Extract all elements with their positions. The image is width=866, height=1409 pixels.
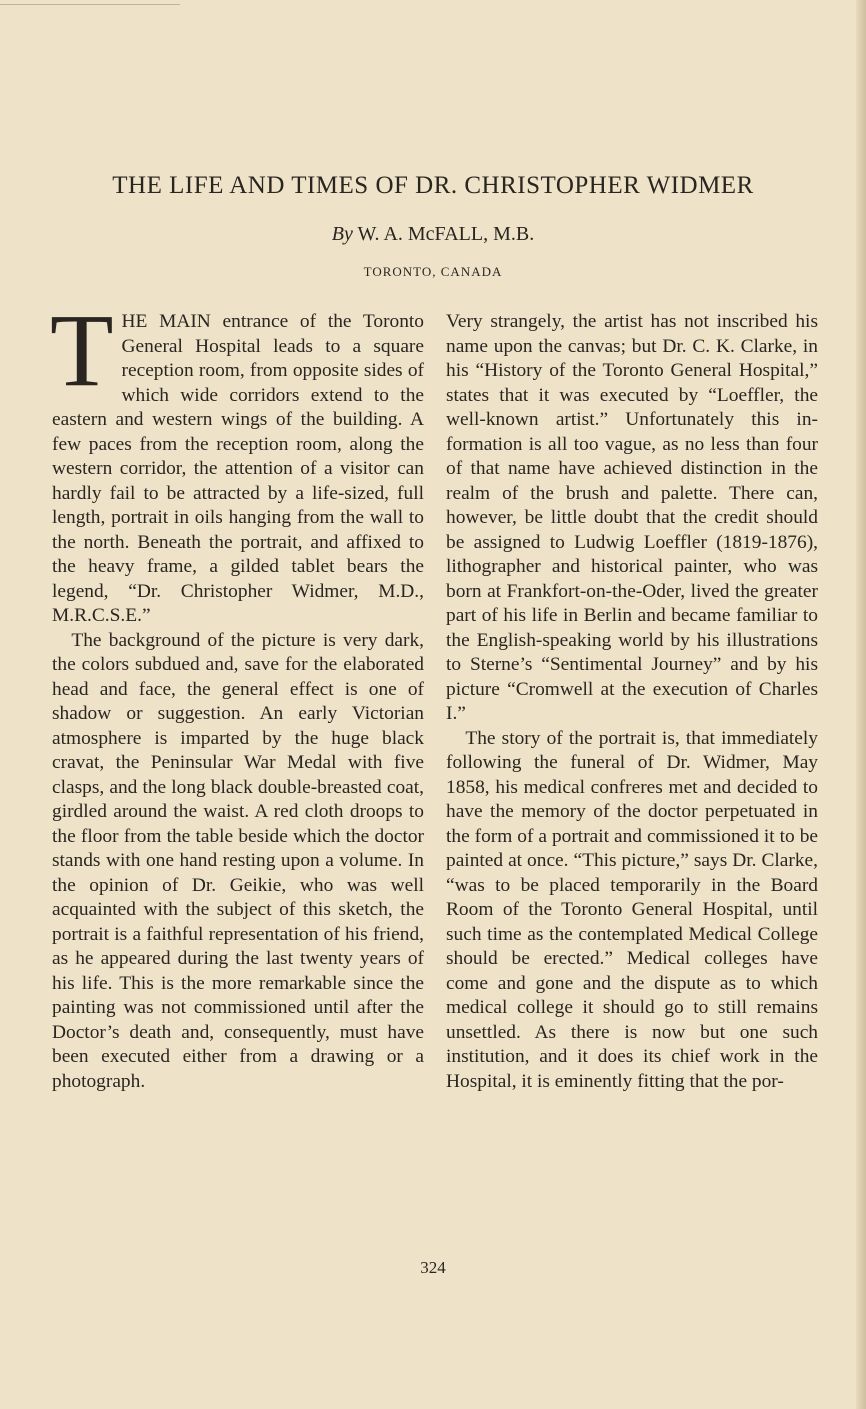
paragraph-text: HE MAIN entrance of the Toronto General Hospital leads to a square reception room, from opposite sides of which wide corridors extend to the eastern and western wings of the building. A few paces from the reception room, along the western corridor, the attention of a visitor can hardly fail to be attracted by a life-sized, full length, portrait in oils hanging from the wall to the north. Beneath the portrait, and affixed to the heavy frame, a gilded tablet bears the legend, “Dr. Christopher Widmer, M.D., M.R.C.S.E.”	[52, 311, 424, 626]
paragraph	[50, 293, 424, 629]
paragraph: The story of the portrait is, that immediately following the funeral of Dr. Widmer, May 1858, his medical confreres met and decided to have the memory of the doctor perpetuated in the form of a portrait and commissioned it to be painted at once. “This picture,” says Dr. Clarke, “was to be placed temporarily in the Board Room of the Toronto General Hospital, until such time as the contemplated Medical College should be erected.” Medical colleges have come and gone and the dispute as to which medical college it should go to still remains unsettled. As there is now but one such institution, and it does its chief work in the Hospital, it is eminently fitting that the por-	[446, 727, 818, 1092]
paragraph: The background of the picture is very dark, the colors subdued and, save for the elaborated head and face, the general effect is one of shadow or suggestion. An early Victorian atmosphere is imparted by the huge black cravat, the Peninsular War Medal with five clasps, and the long black double-breasted coat, girdled around the waist. A red cloth droops to the floor from the table beside which the doctor stands with one hand resting upon a volume. In the opinion of Dr. Geikie, who was well acquainted with the subject of this sketch, the portrait is a faithful representation of his friend, as he appeared during the last twenty years of his life. This is the more remarkable since the painting was not commissioned until after the Doctor’s death and, consequently, must have been executed either from a drawing or a photograph.	[52, 629, 424, 1092]
article-title: THE LIFE AND TIMES OF DR. CHRISTOPHER WIDMER	[112, 172, 754, 199]
author-location: TORONTO, CANADA	[363, 264, 503, 279]
page-binding-edge	[856, 0, 866, 1409]
byline	[0, 223, 866, 246]
page-number: 324	[420, 1258, 446, 1277]
drop-cap: T	[50, 293, 114, 408]
left-column	[50, 293, 424, 1094]
right-column	[446, 310, 818, 1094]
author-name: W. A. McFALL, M.B.	[357, 223, 535, 245]
top-rule	[0, 4, 180, 5]
byline-prefix: By	[331, 223, 353, 245]
paragraph: Very strangely, the artist has not inscribed his name upon the canvas; but Dr. C. K. Clarke, in his “History of the Toronto General Hospital,” states that it was executed by “Loeffler, the well-known artist.” Unfortunately this information is all too vague, as no less than four of that name have achieved distinction in the realm of the brush and palette. There can, however, be little doubt that the credit should be assigned to Ludwig Loeffler (1819-1876), lithographer and historical painter, who was born at Frankfort-on-the-Oder, lived the greater part of his life in Berlin and became familiar to the English-speaking world by his illustrations to Sterne’s “Sentimental Journey” and by his picture “Cromwell at the execution of Charles I.”	[446, 311, 818, 724]
